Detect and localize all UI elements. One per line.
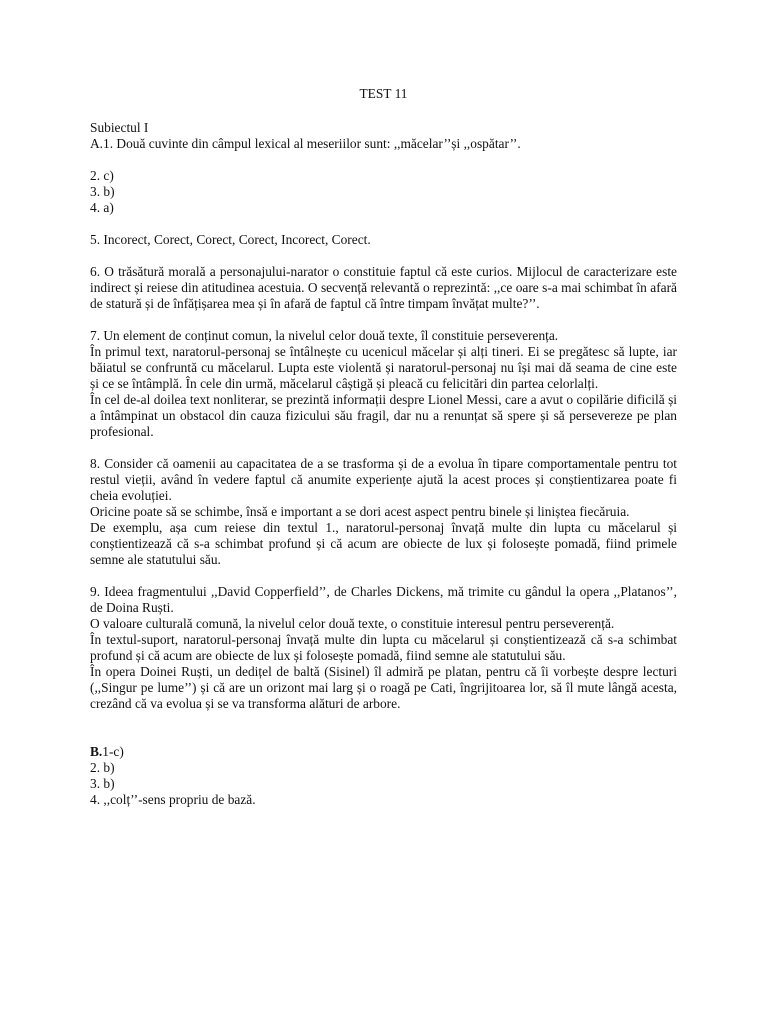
section-b-answer-3: 3. b) <box>90 776 115 791</box>
answer-7-paragraph: În primul text, naratorul-personaj se întâlnește cu ucenicul măcelar și alți tineri. Ei se pregătesc să lupte, iar băiatul se confruntă cu măcelarul. Lupta este violentă și naratorul-personaj nu își mai dă seama de cine este și ce se întâmplă. În cele din urmă, măcelarul câștigă și pleacă cu felicitări din partea celorlalți. <box>90 344 677 391</box>
answer-7-paragraph: În cel de-al doilea text nonliterar, se prezintă informații despre Lionel Messi, care a avut o copilărie dificilă și a întâmpinat un obstacol din cauza fizicului său fragil, dar nu a renunțat să spere și să persevereze pe plan profesional. <box>90 392 677 439</box>
answer-8-paragraph: Oricine poate să se schimbe, însă e important a se dori acest aspect pentru binele și liniștea fiecăruia. <box>90 504 630 519</box>
answer-2: 2. c) <box>90 168 114 183</box>
b1-value: 1-c) <box>102 744 124 759</box>
section-b-answer-4: 4. ,,colț’’-sens propriu de bază. <box>90 792 256 807</box>
answer-4: 4. a) <box>90 200 114 215</box>
section-b-answer-2: 2. b) <box>90 760 115 775</box>
document-title: TEST 11 <box>359 86 408 101</box>
answer-7-intro: 7. Un element de conținut comun, la nivelul celor două texte, îl constituie perseverența. <box>90 328 559 343</box>
answer-5: 5. Incorect, Corect, Corect, Corect, Incorect, Corect. <box>90 232 371 247</box>
subject-heading: Subiectul I <box>90 120 149 135</box>
answer-8-intro: 8. Consider că oamenii au capacitatea de a se trasforma și de a evolua în tipare comportamentale pentru tot restul vieții, având în vedere faptul că anumite experiențe ajută la acest proces și conștientizarea poate fi cheia evoluției. <box>90 456 677 503</box>
answer-8-paragraph: De exemplu, așa cum reiese din textul 1., naratorul-personaj învață multe din lupta cu măcelarul și conștientizează că s-a schimbat profund și că acum are obiecte de lux și folosește pomadă, fiind primele semne ale statutului său. <box>90 520 677 567</box>
answer-6: 6. O trăsătură morală a personajului-narator o constituie faptul că este curios. Mijlocul de caracterizare este indirect și reiese din atitudinea acestuia. O secvență relevantă o reprezintă: ,,ce oare s-a mai schimbat în afară de statură și de înfățișarea mea și în afară de faptul că între timpam învățat multe?’’. <box>90 264 677 311</box>
answer-a1: A.1. Două cuvinte din câmpul lexical al meseriilor sunt: ,,măcelar’’și ,,ospătar’’. <box>90 136 521 151</box>
answer-9-paragraph: O valoare culturală comună, la nivelul celor două texte, o constituie interesul pentru perseverență. <box>90 616 615 631</box>
answer-9-paragraph: În textul-suport, naratorul-personaj învață multe din lupta cu măcelarul și conștientizează că s-a schimbat profund și că acum are obiecte de lux și folosește pomadă, fiind semne ale statutului său. <box>90 632 677 663</box>
section-b-answer-1 <box>90 744 677 760</box>
answer-3: 3. b) <box>90 184 115 199</box>
answer-9-paragraph: În opera Doinei Ruști, un dedițel de baltă (Sisinel) îl admiră pe platan, pentru că îi vorbește despre lecturi (,,Singur pe lume’’) și că are un orizont mai larg și o roagă pe Cati, îngrijitoarea lor, să îl mute lângă acesta, crezând că va evolua și se va transforma alături de arbore. <box>90 664 677 711</box>
section-b-label: B. <box>90 744 103 759</box>
answer-9-intro: 9. Ideea fragmentului ,,David Copperfield’’, de Charles Dickens, mă trimite cu gândul la opera ,,Platanos’’, de Doina Ruști. <box>90 584 677 615</box>
